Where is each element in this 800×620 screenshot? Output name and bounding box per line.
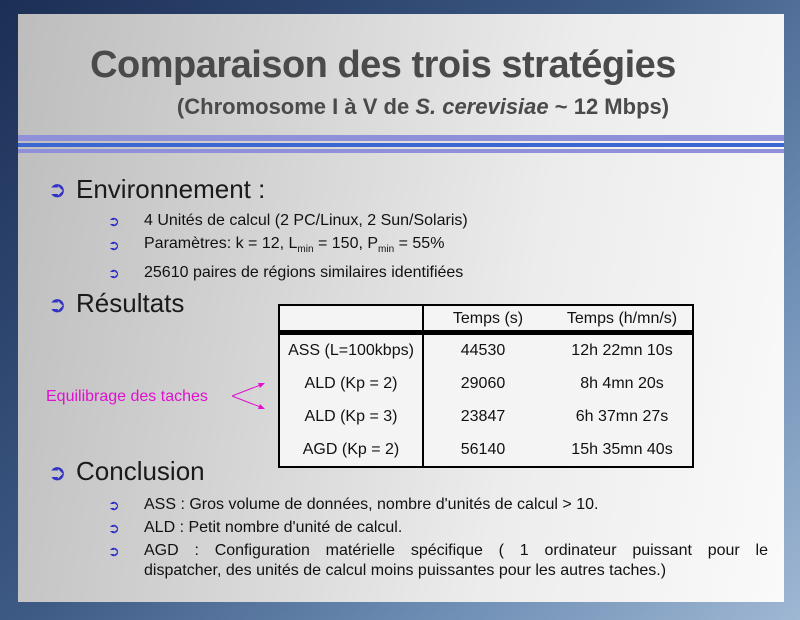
table-header-cell: Temps (s) — [452, 310, 524, 327]
table-row-label: ALD (Kp = 2) — [304, 375, 398, 392]
section-heading-conclusion: Conclusion — [76, 456, 205, 486]
slide-subtitle — [18, 94, 800, 120]
table-header-cell: Temps (h/mn/s) — [566, 310, 678, 327]
section-heading-environment: Environnement : — [76, 174, 266, 204]
table-cell: 12h 22mn 10s — [571, 342, 673, 359]
params-lval: = 150, P — [313, 235, 379, 252]
header-band-top — [18, 135, 784, 141]
double-arrow-icon — [231, 380, 267, 412]
table-cell: 8h 4mn 20s — [580, 375, 664, 392]
subtitle-species: S. cerevisiae — [415, 94, 549, 119]
conclusion-item-continuation: dispatcher, des unités de calcul moins puissantes pour les autres taches.) — [144, 562, 667, 579]
table-row-label: ASS (L=100kbps) — [288, 342, 414, 359]
table-row-label: AGD (Kp = 2) — [302, 441, 400, 458]
curved-arrow-icon: ➲ — [108, 497, 120, 513]
section-heading-results: Résultats — [76, 288, 185, 318]
table-cell: 15h 35mn 40s — [571, 441, 673, 458]
table-cell: 29060 — [460, 375, 506, 392]
curved-arrow-icon: ➲ — [48, 292, 67, 317]
slide — [18, 14, 784, 602]
curved-arrow-icon: ➲ — [108, 237, 120, 253]
subtitle-prefix: (Chromosome I à V de — [176, 94, 416, 119]
table-cell: 56140 — [460, 441, 506, 458]
annotation-label: Equilibrage des taches — [46, 388, 208, 405]
slide-title: Comparaison des trois stratégies — [90, 44, 676, 86]
table-cell: 44530 — [460, 342, 506, 359]
table-row-label: ALD (Kp = 3) — [304, 408, 398, 425]
conclusion-item: AGD : Configuration matérielle spécifique ( 1 ordinateur puissant pour le — [144, 542, 768, 559]
environment-item: 25610 paires de régions similaires identifiées — [144, 264, 464, 281]
environment-item: 4 Unités de calcul (2 PC/Linux, 2 Sun/Solaris) — [144, 212, 468, 229]
params-pval: = 55% — [394, 235, 445, 252]
params-prefix: Paramètres: k = 12, L — [144, 235, 298, 252]
header-band-middle — [18, 143, 784, 147]
curved-arrow-icon: ➲ — [108, 265, 120, 281]
curved-arrow-icon: ➲ — [108, 520, 120, 536]
conclusion-item: ALD : Petit nombre d'unité de calcul. — [144, 519, 403, 536]
params-psub: min — [378, 244, 395, 255]
subtitle-suffix: ~ 12 Mbps) — [548, 94, 670, 119]
curved-arrow-icon: ➲ — [48, 460, 67, 485]
table-cell: 6h 37mn 27s — [575, 408, 669, 425]
curved-arrow-icon: ➲ — [108, 213, 120, 229]
table-cell: 23847 — [460, 408, 506, 425]
params-lsub: min — [297, 244, 314, 255]
curved-arrow-icon: ➲ — [48, 177, 67, 202]
environment-params — [144, 235, 444, 255]
results-table — [278, 304, 694, 468]
conclusion-item: ASS : Gros volume de données, nombre d'unités de calcul > 10. — [144, 496, 599, 513]
header-band-bottom — [18, 149, 784, 153]
curved-arrow-icon: ➲ — [108, 543, 120, 559]
